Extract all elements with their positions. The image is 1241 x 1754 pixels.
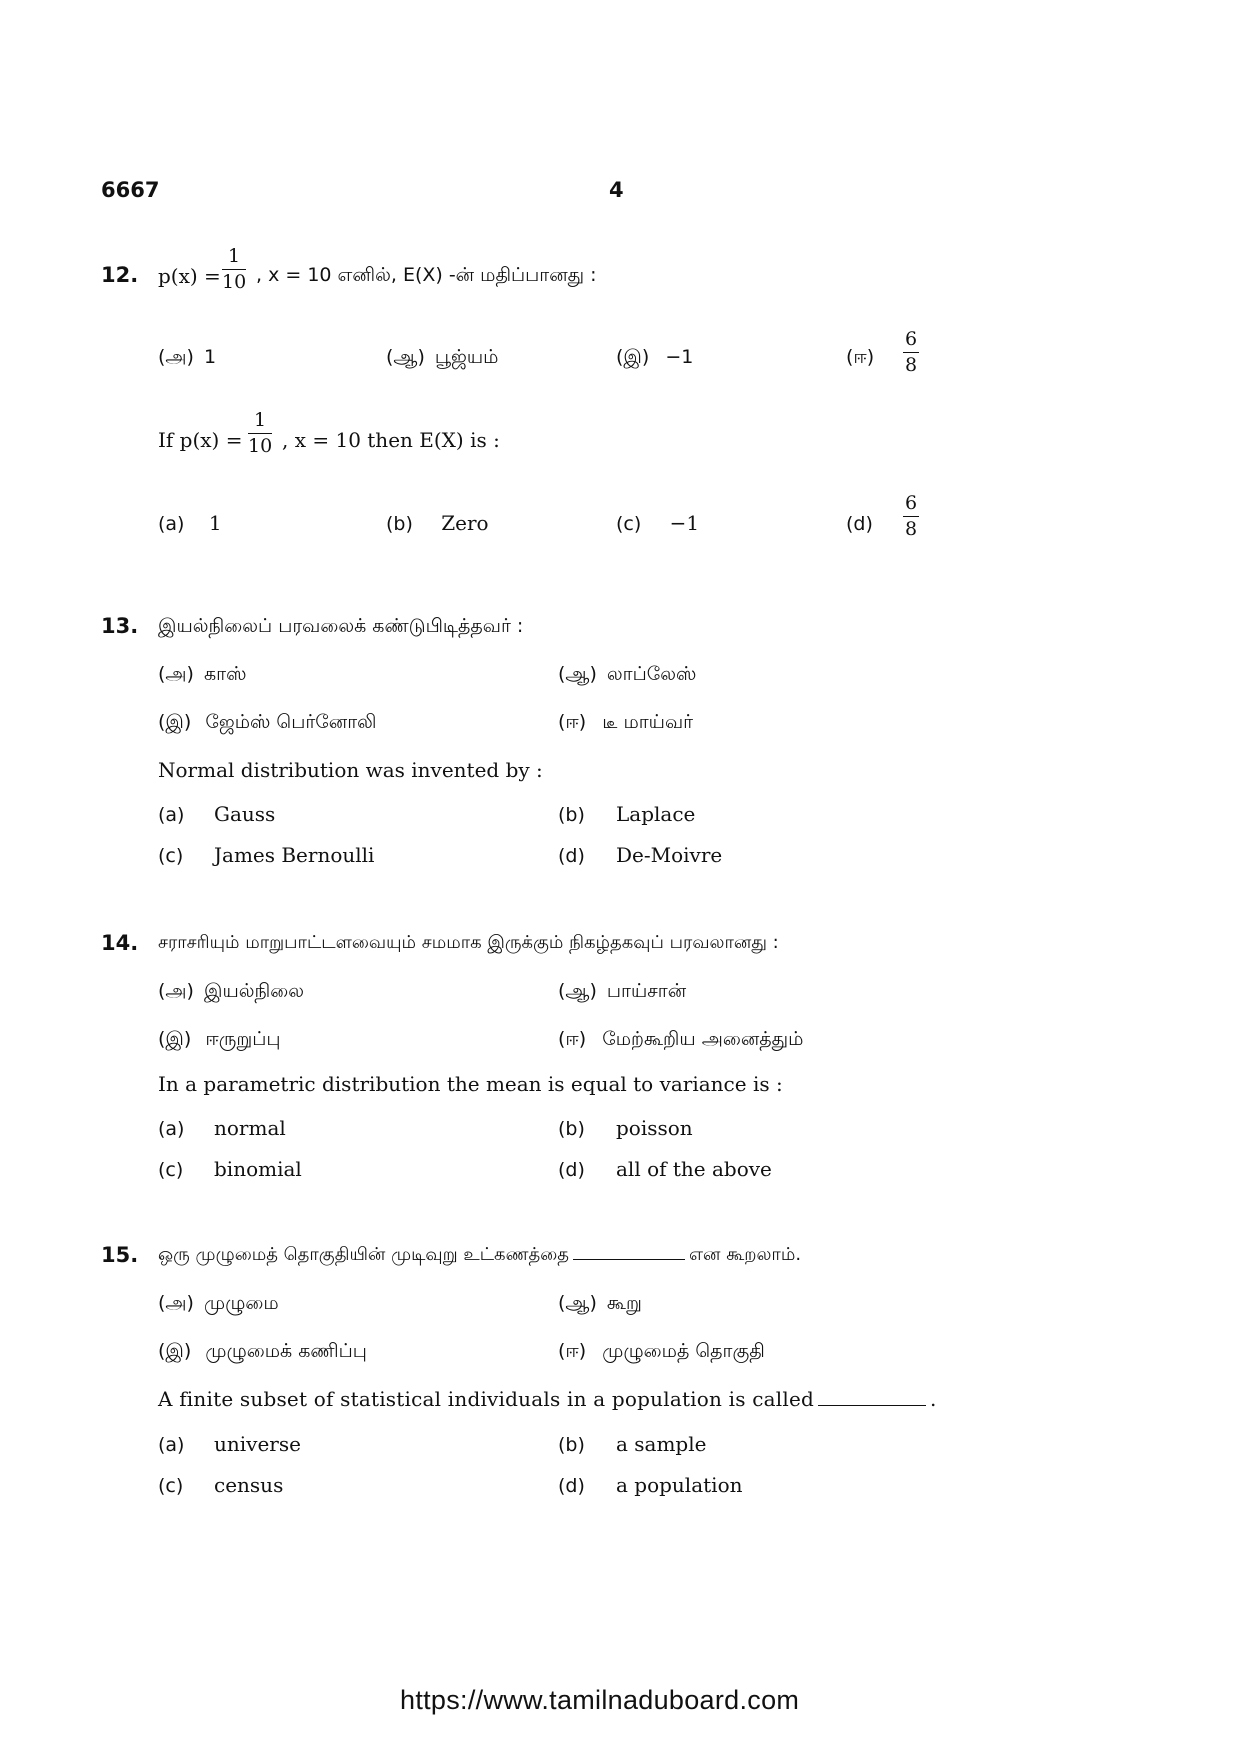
q13-en-question: Normal distribution was invented by : xyxy=(158,758,543,782)
q12-ta-suffix: , x = 10 எனில், E(X) -ன் மதிப்பானது : xyxy=(256,264,597,286)
option-text: normal xyxy=(214,1116,286,1140)
option-text: பூஜ்யம் xyxy=(434,346,499,368)
option-label: (b) xyxy=(558,1118,585,1140)
q12-ta-option-c xyxy=(616,346,693,371)
fraction-numerator: 6 xyxy=(905,492,918,514)
option-text: poisson xyxy=(616,1116,693,1140)
option-text: 1 xyxy=(204,346,217,368)
q12-en-option-b xyxy=(386,511,489,535)
option-label: (ஈ) xyxy=(558,711,587,733)
option-label: (ஆ) xyxy=(558,663,597,685)
question-number: 12. xyxy=(101,263,139,287)
q14-en-question: In a parametric distribution the mean is equal to variance is : xyxy=(158,1072,783,1096)
option-label: (அ) xyxy=(158,1292,194,1314)
q12-en-option-c xyxy=(616,511,699,535)
q14-ta-option-b xyxy=(558,980,686,1005)
option-text: all of the above xyxy=(616,1157,772,1181)
q12-en-option-d-label xyxy=(846,511,873,535)
option-label: (a) xyxy=(158,804,185,826)
option-label: (ஆ) xyxy=(558,1292,597,1314)
q14-en-option-a xyxy=(158,1116,286,1140)
option-text: பாய்சான் xyxy=(606,980,687,1002)
q13-en-option-c xyxy=(158,843,374,867)
option-text: −1 xyxy=(665,346,694,368)
q14-en-option-d xyxy=(558,1157,772,1181)
question-number: 15. xyxy=(101,1243,139,1267)
option-label: (a) xyxy=(158,513,185,535)
option-label: (ஈ) xyxy=(558,1028,587,1050)
option-text: ஜேம்ஸ் பெர்னோலி xyxy=(205,711,377,733)
fraction-denominator: 8 xyxy=(905,354,918,376)
q12-ta-option-d-label: (ஈ) xyxy=(846,346,875,368)
option-label: (b) xyxy=(558,1434,585,1456)
option-label: (d) xyxy=(846,513,873,535)
q14-en-option-b xyxy=(558,1116,693,1140)
option-label: (c) xyxy=(158,1159,184,1181)
q15-en-option-a xyxy=(158,1432,301,1456)
option-label: (ஆ) xyxy=(558,980,597,1002)
fraction-numerator: 6 xyxy=(905,328,918,350)
option-label: (அ) xyxy=(158,980,194,1002)
q13-ta-option-b xyxy=(558,663,696,688)
option-label: (இ) xyxy=(158,1028,192,1050)
option-label: (ஈ) xyxy=(558,1340,587,1362)
q15-ta-option-d xyxy=(558,1340,765,1365)
q13-ta-option-a xyxy=(158,663,247,688)
fraction-denominator: 10 xyxy=(222,271,247,293)
fraction-denominator: 8 xyxy=(905,518,918,540)
question-text-start: ஒரு முழுமைத் தொகுதியின் முடிவுறு உட்கணத்தை xyxy=(158,1244,569,1265)
answer-blank xyxy=(818,1404,926,1406)
paper-code: 6667 xyxy=(101,178,160,202)
option-label: (c) xyxy=(158,845,184,867)
option-text: கூறு xyxy=(606,1292,642,1314)
q13-ta-option-c xyxy=(158,711,376,736)
q13-ta-option-d xyxy=(558,711,693,736)
footer-url[interactable]: https://www.tamilnaduboard.com xyxy=(400,1685,800,1715)
option-text: காஸ் xyxy=(204,663,247,685)
option-text: ஈருறுப்பு xyxy=(205,1028,281,1050)
q15-en-option-b xyxy=(558,1432,706,1456)
option-text: Gauss xyxy=(214,802,276,826)
option-text: Laplace xyxy=(616,802,696,826)
option-text: முழுமைக் கணிப்பு xyxy=(205,1340,367,1362)
option-label: (c) xyxy=(158,1475,184,1497)
q14-ta-option-a xyxy=(158,980,304,1005)
option-text: முழுமை xyxy=(204,1292,279,1314)
q14-ta-option-d xyxy=(558,1028,803,1053)
option-text: a population xyxy=(616,1473,743,1497)
option-text: இயல்நிலை xyxy=(204,980,305,1002)
q12-en-suffix: , x = 10 then E(X) is : xyxy=(282,428,500,452)
q15-en-option-d xyxy=(558,1473,742,1497)
question-text: A finite subset of statistical individuals in a population is called xyxy=(158,1387,815,1411)
q15-en-option-c xyxy=(158,1473,283,1497)
option-text: Zero xyxy=(441,511,489,535)
option-label: (c) xyxy=(616,513,642,535)
question-number: 13. xyxy=(101,614,139,638)
q13-en-option-d xyxy=(558,843,722,867)
q15-ta-option-b xyxy=(558,1292,642,1317)
q12-ta-fraction xyxy=(222,247,246,292)
option-label: (இ) xyxy=(158,711,192,733)
option-label: (d) xyxy=(558,845,585,867)
q15-en-question xyxy=(158,1387,937,1411)
option-label: (d) xyxy=(558,1475,585,1497)
q13-en-option-b xyxy=(558,802,695,826)
option-text: டீ மாய்வர் xyxy=(602,711,694,733)
fraction-numerator: 1 xyxy=(228,245,241,267)
option-label: (a) xyxy=(158,1434,185,1456)
option-text: மேற்கூறிய அனைத்தும் xyxy=(602,1028,804,1050)
option-label: (a) xyxy=(158,1118,185,1140)
question-text-end: . xyxy=(930,1387,937,1411)
option-text: a sample xyxy=(616,1432,707,1456)
fraction-denominator: 10 xyxy=(248,435,273,457)
option-text: லாப்லேஸ் xyxy=(606,663,697,685)
option-text: binomial xyxy=(214,1157,302,1181)
q12-en-fraction xyxy=(248,411,272,456)
option-text: 1 xyxy=(208,511,222,535)
option-text: De-Moivre xyxy=(616,843,723,867)
option-label: (இ) xyxy=(158,1340,192,1362)
fraction-numerator: 1 xyxy=(254,409,267,431)
option-label: (அ) xyxy=(158,346,194,368)
page-number: 4 xyxy=(609,178,624,202)
option-label: (ஆ) xyxy=(386,346,425,368)
q12-ta-option-a xyxy=(158,346,216,371)
option-text: census xyxy=(214,1473,284,1497)
option-label: (b) xyxy=(558,804,585,826)
q12-en-prefix: If p(x) = xyxy=(158,428,243,452)
q13-en-option-a xyxy=(158,802,275,826)
option-text: James Bernoulli xyxy=(214,843,375,867)
answer-blank xyxy=(573,1258,685,1260)
option-label: (இ) xyxy=(616,346,650,368)
q15-ta-question xyxy=(158,1244,801,1267)
q14-ta-question: சராசரியும் மாறுபாட்டளவையும் சமமாக இருக்கும் நிகழ்தகவுப் பரவலானது : xyxy=(158,932,779,953)
q12-ta-option-d-fraction xyxy=(903,330,919,375)
question-text-end: என கூறலாம். xyxy=(688,1244,802,1265)
option-text: universe xyxy=(214,1432,301,1456)
q15-ta-option-c xyxy=(158,1340,367,1365)
q15-ta-option-a xyxy=(158,1292,279,1317)
q14-ta-option-c xyxy=(158,1028,281,1053)
option-text: −1 xyxy=(669,511,700,535)
q13-ta-question: இயல்நிலைப் பரவலைக் கண்டுபிடித்தவர் : xyxy=(158,615,524,637)
question-number: 14. xyxy=(101,931,139,955)
q12-en-option-d-fraction xyxy=(903,494,919,539)
option-label: (b) xyxy=(386,513,413,535)
option-label: (d) xyxy=(558,1159,585,1181)
q12-en-option-a xyxy=(158,511,222,535)
q12-ta-prefix: p(x) = xyxy=(158,264,221,288)
option-text: முழுமைத் தொகுதி xyxy=(602,1340,765,1362)
q14-en-option-c xyxy=(158,1157,302,1181)
q12-ta-option-b xyxy=(386,346,498,371)
option-label: (அ) xyxy=(158,663,194,685)
